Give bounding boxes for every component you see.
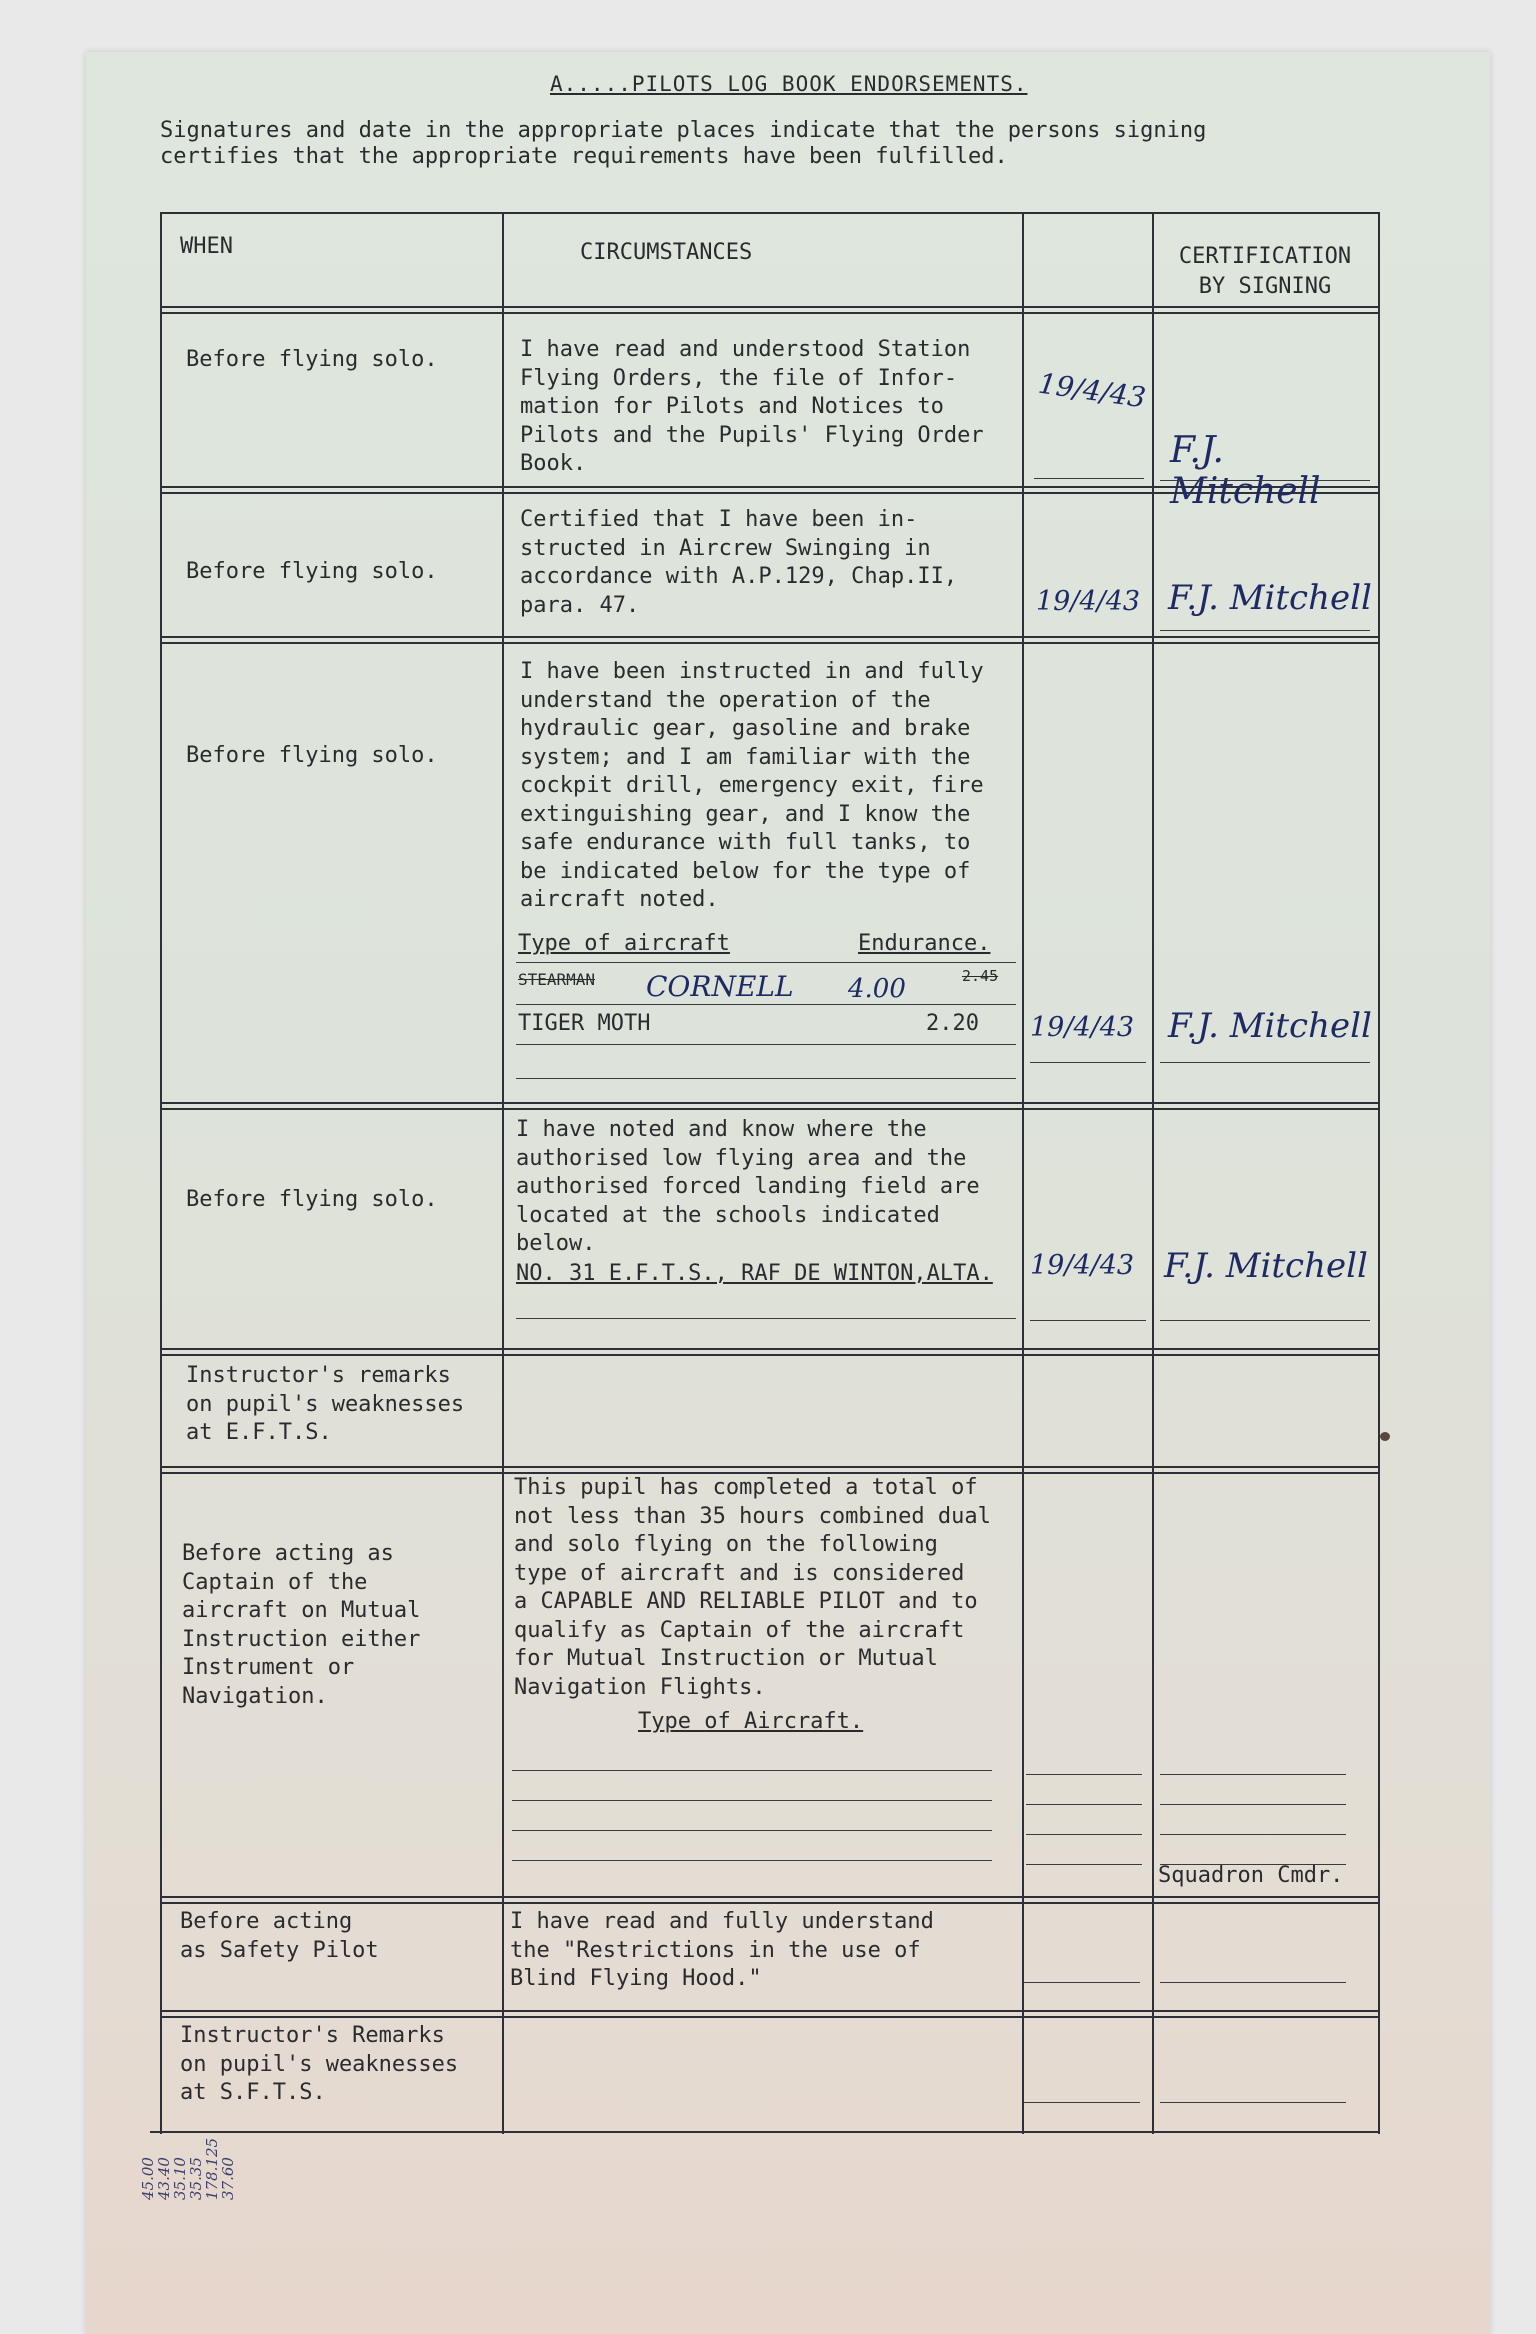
row-3-date: 19/4/43 bbox=[1030, 1012, 1135, 1043]
row-7-circumstances: I have read and fully understand the "Restrictions in the use of Blind Flying Hood." bbox=[510, 1909, 934, 1991]
date-line bbox=[1024, 1982, 1140, 1983]
margin-handwritten-note: 45.00 43.40 35.10 35.35 178.125 37.60 bbox=[139, 2137, 237, 2200]
row-2-signature: F.J. Mitchell bbox=[1168, 578, 1372, 618]
row-6-circumstances: This pupil has completed a total of not less than 35 hours combined dual and solo flying on the following type of aircraft and is considered a CAPABLE AND RELIABLE PILOT and to qualify as Captain of the aircraft for Mutual Instruction or Mutual Navigation Flights. bbox=[514, 1475, 991, 1700]
aircraft-line bbox=[516, 962, 1016, 963]
signature-line bbox=[1160, 1804, 1346, 1805]
row-5-when: Instructor's remarks on pupil's weaknesses at E.F.T.S. bbox=[186, 1363, 465, 1445]
header-circumstances: CIRCUMSTANCES bbox=[580, 240, 753, 265]
aircraft-line bbox=[512, 1830, 992, 1831]
row-6-when: Before acting as Captain of the aircraft on Mutual Instruction either Instrument or Navigation. bbox=[182, 1541, 421, 1709]
table-top-border bbox=[160, 212, 1380, 214]
row-1-circumstances: I have read and understood Station Flying Orders, the file of Infor- mation for Pilots and Notices to Pilots and the Pupils' Flying Order Book. bbox=[520, 337, 984, 476]
row-2-when: Before flying solo. bbox=[186, 559, 438, 584]
aircraft-line bbox=[512, 1800, 992, 1801]
school-line bbox=[516, 1318, 1016, 1319]
aircraft-line bbox=[516, 1078, 1016, 1079]
table-left-border bbox=[160, 212, 162, 2134]
intro-text: Signatures and date in the appropriate places indicate that the persons signing certifies that the appropriate requirements have been fulfilled. bbox=[160, 118, 1207, 169]
date-line bbox=[1026, 1834, 1142, 1835]
date-line bbox=[1030, 1320, 1146, 1321]
signature-line bbox=[1160, 1320, 1370, 1321]
row-3-circumstances: I have been instructed in and fully understand the operation of the hydraulic gear, gasoline and brake system; and I am familiar with the cockpit drill, emergency exit, fire extinguishing gear, and I know the safe endurance with full tanks, to be indicated below for the type of aircraft noted. bbox=[520, 659, 984, 912]
row-4-signature: F.J. Mitchell bbox=[1164, 1246, 1368, 1286]
row-separator bbox=[160, 306, 1380, 308]
row-separator bbox=[160, 2010, 1380, 2012]
date-line bbox=[1030, 1062, 1146, 1063]
aircraft-type-2: TIGER MOTH bbox=[518, 1011, 651, 1036]
row-separator bbox=[160, 1102, 1380, 1104]
date-line bbox=[1026, 1774, 1142, 1775]
row-7-when: Before acting as Safety Pilot bbox=[180, 1909, 379, 1963]
aircraft-endurance-1: 4.00 bbox=[848, 974, 906, 1004]
row-1-date: 19/4/43 bbox=[1036, 366, 1148, 415]
ink-spot bbox=[1380, 1432, 1390, 1441]
signature-line bbox=[1160, 480, 1370, 481]
row-6-aircraft-header: Type of Aircraft. bbox=[638, 1709, 864, 1734]
header-certification: CERTIFICATION BY SIGNING bbox=[1178, 244, 1352, 299]
aircraft-line bbox=[512, 1860, 992, 1861]
signature-line bbox=[1160, 2102, 1346, 2103]
row-separator bbox=[160, 1348, 1380, 1350]
date-line bbox=[1024, 2102, 1140, 2103]
aircraft-type-1: CORNELL bbox=[646, 970, 794, 1003]
aircraft-line bbox=[516, 1044, 1016, 1045]
aircraft-line bbox=[516, 1004, 1016, 1005]
row-1-signature: F.J. Mitchell bbox=[1170, 430, 1321, 512]
row-3-when: Before flying solo. bbox=[186, 743, 438, 768]
row-2-date: 19/4/43 bbox=[1036, 586, 1141, 617]
aircraft-endurance-2: 2.20 bbox=[926, 1011, 979, 1036]
row-4-circumstances: I have noted and know where the authorised low flying area and the authorised forced landing field are located at the schools indicated below. bbox=[516, 1117, 980, 1256]
squadron-commander-label: Squadron Cmdr. bbox=[1158, 1863, 1344, 1888]
aircraft-line bbox=[512, 1770, 992, 1771]
signature-line bbox=[1160, 1982, 1346, 1983]
signature-line bbox=[1160, 1834, 1346, 1835]
signature-line bbox=[1160, 1774, 1346, 1775]
column-divider-3 bbox=[1152, 212, 1154, 2134]
aircraft-type-header: Type of aircraft bbox=[518, 931, 730, 956]
row-separator bbox=[160, 636, 1380, 638]
struck-aircraft: STEARMAN bbox=[518, 970, 596, 989]
page-title: A.....PILOTS LOG BOOK ENDORSEMENTS. bbox=[550, 72, 1028, 96]
table-bottom-border bbox=[150, 2131, 1380, 2133]
row-1-when: Before flying solo. bbox=[186, 347, 438, 372]
row-separator bbox=[160, 1466, 1380, 1468]
signature-line bbox=[1160, 1062, 1370, 1063]
date-line bbox=[1026, 1804, 1142, 1805]
column-divider-1 bbox=[502, 212, 504, 2134]
endorsements-table bbox=[150, 210, 1380, 2135]
row-separator bbox=[160, 1896, 1380, 1898]
row-8-when: Instructor's Remarks on pupil's weaknesses at S.F.T.S. bbox=[180, 2023, 459, 2105]
date-line bbox=[1034, 478, 1144, 479]
row-2-circumstances: Certified that I have been in- structed in Aircrew Swinging in accordance with A.P.129, Chap.II, para. 47. bbox=[520, 507, 958, 618]
column-divider-2 bbox=[1022, 212, 1024, 2134]
endurance-header: Endurance. bbox=[858, 931, 991, 956]
row-4-when: Before flying solo. bbox=[186, 1187, 438, 1212]
struck-endurance: 2.45 bbox=[962, 967, 999, 985]
school-name: NO. 31 E.F.T.S., RAF DE WINTON,ALTA. bbox=[516, 1261, 993, 1286]
date-line bbox=[1026, 1864, 1142, 1865]
signature-line bbox=[1160, 630, 1370, 631]
row-4-date: 19/4/43 bbox=[1030, 1250, 1135, 1281]
header-when: WHEN bbox=[180, 234, 233, 259]
row-3-signature: F.J. Mitchell bbox=[1168, 1006, 1372, 1046]
